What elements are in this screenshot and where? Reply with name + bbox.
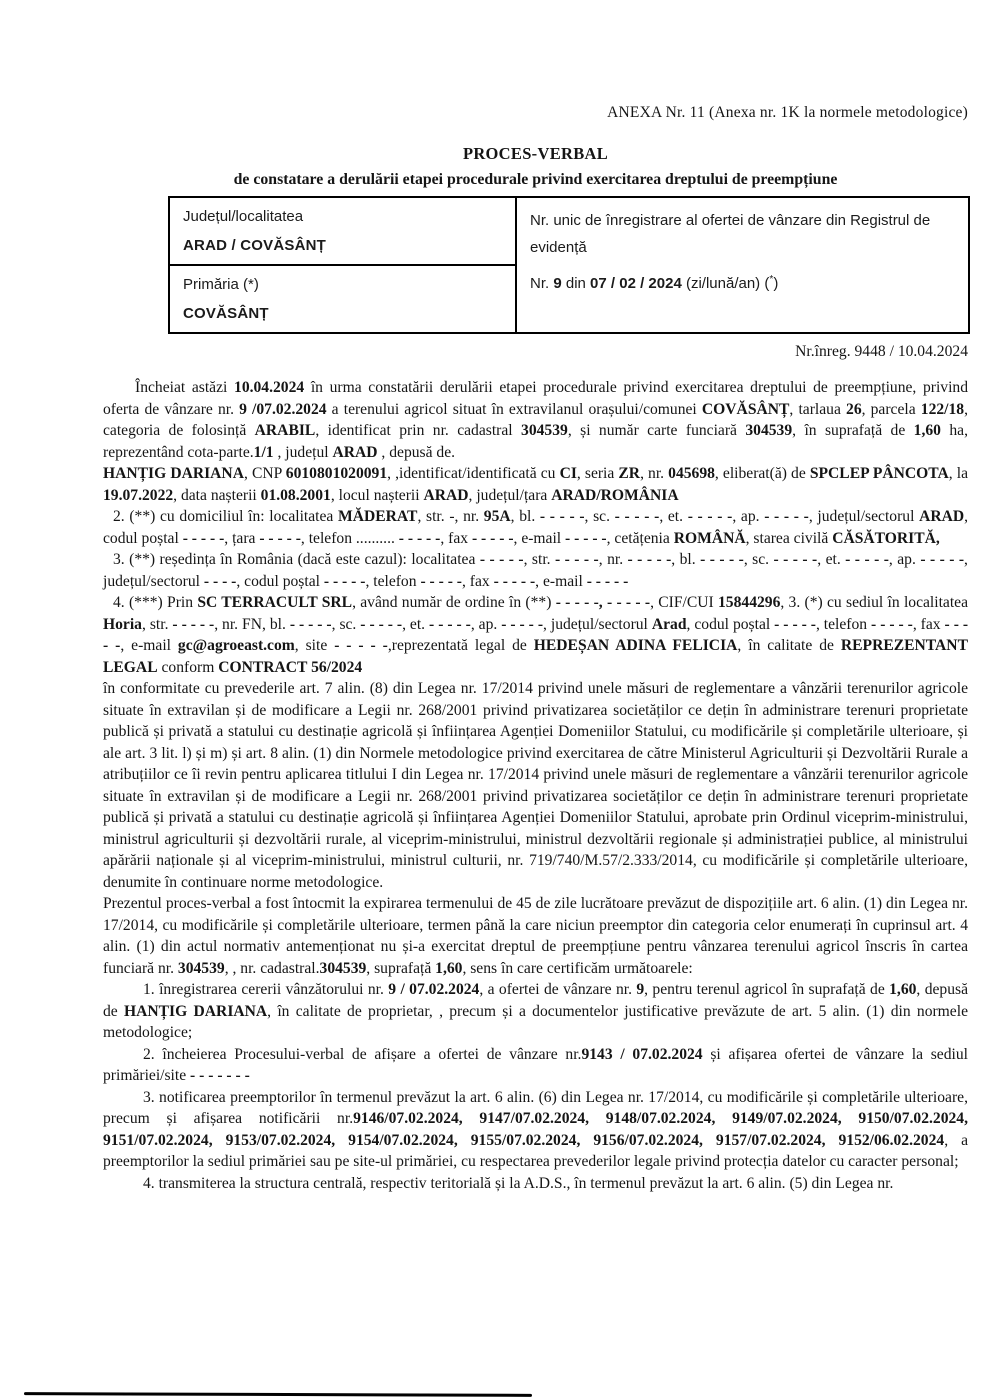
body-paragraph-statement: Prezentul proces-verbal a fost întocmit la expirarea termenului de 45 de zile lucrătoare prevăzut de dispozițiile art. 6 alin. (1) din Legea nr. 17/2014, cu modificările și completările ulterioare, termen până la care niciun preemptor din categoria celor enumerați în cuprinsul art. 4 alin. (1) din actul normativ antemenționat nu și-a exercitat dreptul de preempțiune pentru vânzarea terenului agricol înscris în cartea funciară nr. 304539, , nr. cadastral.304539, suprafață 1,60, sens în care certificăm următoarele:: [103, 895, 968, 977]
body-item-4: 4. transmiterea la structura centrală, respectiv teritorială și la A.D.S., în termenul prevăzut la art. 6 alin. (5) din Legea nr.: [143, 1174, 894, 1192]
county-value: ARAD / COVĂSÂNȚ: [183, 237, 327, 254]
townhall-cell: [169, 265, 516, 333]
body-item-1: 1. înregistrarea cererii vânzătorului nr. 9 / 07.02.2024, a ofertei de vânzare nr. 9, pentru terenul agricol în suprafață de 1,60, depusă de HANȚIG DARIANA, în calitate de proprietar, , precum și a documentelor justificative prevăzute de art. 5 alin. (1) din normele metodologice;: [103, 981, 968, 1041]
body-paragraph-intro: Încheiat astăzi 10.04.2024 în urma constatării derulării etapei procedurale privind exercitarea dreptului de preempțiune, privind oferta de vânzare nr. 9 /07.02.2024 a terenului agricol situat în extravilanul orașului/comunei COVĂSÂNȚ, tarlaua 26, parcela 122/18, categoria de folosință ARABIL, identificat prin nr. cadastral 304539, și număr carte funciară 304539, în suprafață de 1,60 ha, reprezentând cota-parte.1/1 , județul ARAD , depusă de.: [103, 379, 969, 461]
townhall-label: Primăria (*): [183, 276, 259, 293]
registration-number: Nr.înreg. 9448 / 10.04.2024: [795, 343, 968, 360]
document-title: PROCES-VERBAL: [462, 144, 609, 163]
table-row: [169, 197, 969, 265]
offer-registration-value: Nr. 9 din 07 / 02 / 2024 (zi/lună/an) (*): [530, 274, 779, 292]
body-paragraph-domicile: 2. (**) cu domiciliul în: localitatea MĂDERAT, str. -, nr. 95A, bl. - - - - -, sc. - - - - -, et. - - - - -, ap. - - - - -, județul/sectorul ARAD, codul poștal - - - - -, țara - - - - -, telefon .......... - - - - -, fax - - - - -, e-mail - - - - -, cetățenia ROMÂNĂ, starea civilă CĂSĂTORITĂ,: [103, 508, 969, 547]
body-item-2: 2. încheierea Procesului-verbal de afișare a ofertei de vânzare nr.9143 / 07.02.2024 și afișarea ofertei de vânzare la sediul primăriei/site - - - - - - -: [103, 1045, 968, 1084]
body-item-3: 3. notificarea preemptorilor în termenul prevăzut la art. 6 alin. (6) din Legea nr. 17/2014, cu modificările și completările ulterioare, precum și afișarea notificării nr.9146/07.02.2024, 9147/07.02.2024, 9148/07.02.2024, 9149/07.02.2024, 9150/07.02.2024, 9151/07.02.2024, 9153/07.02.2024, 9154/07.02.2024, 9155/07.02.2024, 9156/07.02.2024, 9157/07.02.2024, 9152/06.02.2024, a preemptorilor la sediul primăriei sau pe site-ul primăriei, cu respectarea prevederilor legale privind protecția datelor cu caracter personal;: [103, 1088, 968, 1170]
registration-table: [168, 196, 970, 334]
anexa-note: ANEXA Nr. 11 (Anexa nr. 1K la normele metodologice): [607, 104, 968, 121]
offer-registration-cell: [516, 197, 969, 333]
county-cell: [169, 197, 516, 265]
townhall-value: COVĂSÂNȚ: [183, 305, 269, 322]
body-paragraph-representative: 4. (***) Prin SC TERRACULT SRL, având număr de ordine în (**) - - - - -, - - - - -, CIF/CUI 15844296, 3. (*) cu sediul în localitatea Horia, str. - - - - -, nr. FN, bl. - - - - -, sc. - - - - -, et. - - - - -, ap. - - - - -, județul/sectorul Arad, codul poștal - - - - -, telefon - - - - -, fax - - - - -, e-mail gc@agroeast.com, site - - - - -,reprezentată legal de HEDEȘAN ADINA FELICIA, în calitate de REPREZENTANT LEGAL conform CONTRACT 56/2024: [103, 594, 969, 676]
body-paragraph-legal-basis: în conformitate cu prevederile art. 7 alin. (8) din Legea nr. 17/2014 privind unele măsuri de reglementare a vânzării terenurilor agricole situate în extravilan și de modificare a Legii nr. 268/2001 privind privatizarea societăților ce dețin în administrare terenuri proprietate publică și privată a statului cu destinație agricolă și înființarea Agenției Domeniilor Statului, cu modificările și completările ulterioare, și ale art. 3 lit. l) și m) și art. 8 alin. (1) din Normele metodologice privind exercitarea de către Ministerul Agriculturii și Dezvoltării Rurale a atribuțiilor ce îi revin pentru aplicarea titlului I din Legea nr. 17/2014 privind unele măsuri de reglementare a vânzării terenurilor agricole situate în extravilan și de modificare a Legii nr. 268/2001 privind privatizarea societăților ce dețin în administrare terenuri proprietate publică și privată a statului cu destinație agricolă și înființarea Agenției Domeniilor Statului, aprobate prin Ordinul viceprim-ministrului, ministrul agriculturii și dezvoltării rurale, al viceprim-ministrului, ministrul dezvoltării regionale și administrației publice, al ministrului apărării naționale și al viceprim-ministrului, ministrul culturii, nr. 719/740/M.57/2.333/2014, cu modificările și completările ulterioare, denumite în continuare norme metodologice.: [103, 680, 968, 891]
offer-registration-label: Nr. unic de înregistrare al ofertei de vânzare din Registrul de evidență: [530, 212, 931, 256]
document-body: [103, 377, 968, 1194]
scan-artifact-line: [24, 1392, 532, 1397]
body-paragraph-seller: HANȚIG DARIANA, CNP 6010801020091, ,identificat/identificată cu CI, seria ZR, nr. 045698, eliberat(ă) de SPCLEP PÂNCOTA, la 19.07.2022, data nașterii 01.08.2001, locul nașterii ARAD, județul/țara ARAD/ROMÂNIA: [103, 465, 969, 504]
body-paragraph-residence: 3. (**) reședința în România (dacă este cazul): localitatea - - - - -, str. - - - - -, nr. - - - - -, bl. - - - - -, sc. - - - - -, et. - - - - -, ap. - - - - -, județul/sectorul - - - -, codul poștal - - - - -, telefon - - - - -, fax - - - - -, e-mail - - - - -: [103, 551, 968, 590]
document-subtitle: de constatare a derulării etapei procedurale privind exercitarea dreptului de preempțiune: [233, 171, 838, 188]
county-label: Județul/localitatea: [183, 208, 304, 225]
